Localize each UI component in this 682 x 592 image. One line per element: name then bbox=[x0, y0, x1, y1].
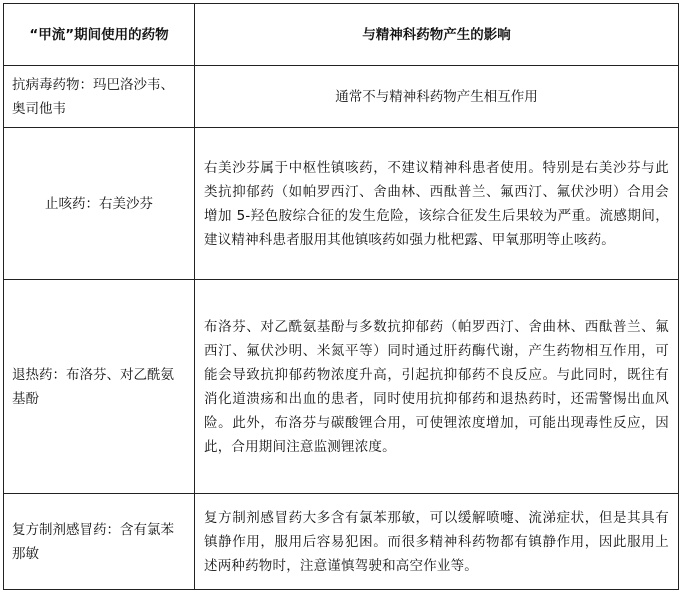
effect-cell-antipyretic: 布洛芬、对乙酰氨基酚与多数抗抑郁药（帕罗西汀、舍曲林、西酞普兰、氟西汀、氟伏沙明、米氮平等）同时通过肝药酶代谢，产生药物相互作用，可能会导致抗抑郁药物浓度升高，引起抗抑郁药不良反应。与此同时，既往有消化道溃疡和出血的患者，同时使用抗抑郁药和退热药时，还需警惕出血风险。此外，布洛芬与碳酸锂合用，可使锂浓度增加，可能出现毒性反应，因此，合用期间注意监测锂浓度。 bbox=[195, 280, 679, 494]
table-header-row bbox=[4, 4, 679, 66]
table-row bbox=[4, 280, 679, 494]
drug-interaction-table bbox=[3, 3, 679, 590]
drug-cell-antitussive: 止咳药：右美沙芬 bbox=[4, 128, 195, 280]
drug-cell-cold-medicine: 复方制剂感冒药：含有氯苯那敏 bbox=[4, 494, 195, 590]
table-row bbox=[4, 66, 679, 128]
drug-cell-antipyretic: 退热药：布洛芬、对乙酰氨基酚 bbox=[4, 280, 195, 494]
effect-cell-antitussive: 右美沙芬属于中枢性镇咳药，不建议精神科患者使用。特别是右美沙芬与此类抗抑郁药（如帕罗西汀、舍曲林、西酞普兰、氟西汀、氟伏沙明）合用会增加 5-羟色胺综合征的发生危险，该综合征发生后果较为严重。流感期间，建议精神科患者服用其他镇咳药如强力枇杷露、甲氧那明等止咳药。 bbox=[195, 128, 679, 280]
header-drug: “甲流”期间使用的药物 bbox=[4, 4, 195, 66]
effect-cell-cold-medicine: 复方制剂感冒药大多含有氯苯那敏，可以缓解喷嚏、流涕症状，但是其具有镇静作用，服用后容易犯困。而很多精神科药物都有镇静作用，因此服用上述两种药物时，注意谨慎驾驶和高空作业等。 bbox=[195, 494, 679, 590]
header-effect: 与精神科药物产生的影响 bbox=[195, 4, 679, 66]
table-row bbox=[4, 128, 679, 280]
table-row bbox=[4, 494, 679, 590]
effect-cell-antiviral: 通常不与精神科药物产生相互作用 bbox=[195, 66, 679, 128]
drug-cell-antiviral: 抗病毒药物：玛巴洛沙韦、奥司他韦 bbox=[4, 66, 195, 128]
